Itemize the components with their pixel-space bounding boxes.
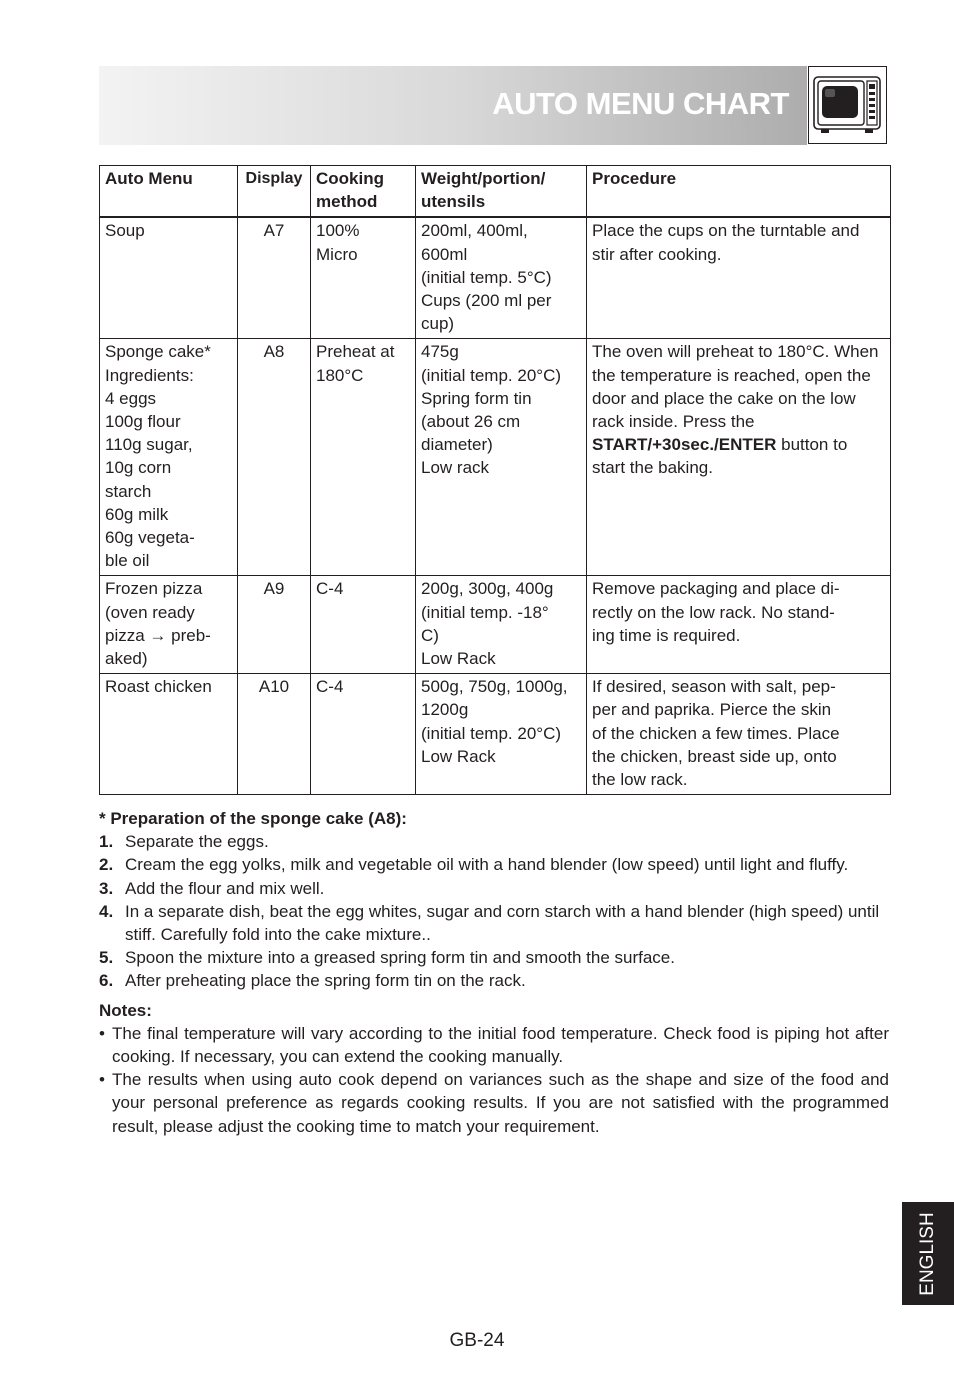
menu-cell: Sponge cake* Ingredients: 4 eggs 100g flour 110g sugar, 10g corn starch 60g milk 60g vegeta- ble oil bbox=[100, 339, 238, 576]
step-number: 6. bbox=[99, 971, 114, 991]
step-number: 1. bbox=[99, 832, 114, 852]
menu-cell: Soup bbox=[100, 217, 238, 339]
menu-cell: Frozen pizza (oven ready pizza → preb- aked) bbox=[100, 576, 238, 674]
list-item bbox=[99, 853, 889, 876]
language-tab bbox=[902, 1202, 954, 1305]
microwave-icon bbox=[808, 66, 887, 144]
step-text: In a separate dish, beat the egg whites, sugar and corn starch with a hand blender (high speed) until stiff. Carefully fold into the cake mixture.. bbox=[125, 901, 880, 945]
step-number: 2. bbox=[99, 855, 114, 875]
preparation-title: * Preparation of the sponge cake (A8): bbox=[99, 809, 407, 828]
header-cooking-method: Cooking method bbox=[311, 166, 416, 218]
weight-cell: 200g, 300g, 400g (initial temp. -18° C) Low Rack bbox=[416, 576, 587, 674]
table-row bbox=[100, 217, 891, 339]
header-display: Display bbox=[238, 166, 311, 218]
note-text: The results when using auto cook depend on variances such as the shape and size of the food and your personal preference as regards cooking results. If you are not satisfied with the programmed result, please adjust the cooking time to match your requirement. bbox=[112, 1070, 889, 1136]
display-cell: A7 bbox=[238, 217, 311, 339]
header-auto-menu: Auto Menu bbox=[100, 166, 238, 218]
display-cell: A8 bbox=[238, 339, 311, 576]
step-text: Cream the egg yolks, milk and vegetable oil with a hand blender (low speed) until light and fluffy. bbox=[125, 855, 849, 875]
page-title: AUTO MENU CHART bbox=[492, 86, 789, 121]
table-header-row bbox=[100, 166, 891, 218]
bullet-icon: • bbox=[99, 1070, 105, 1090]
procedure-cell bbox=[587, 339, 891, 576]
section-header bbox=[99, 66, 807, 145]
preparation-section bbox=[99, 807, 889, 1138]
bullet-icon: • bbox=[99, 1023, 105, 1043]
menu-cell: Roast chicken bbox=[100, 674, 238, 795]
page-number: GB-24 bbox=[449, 1330, 505, 1351]
method-cell: C-4 bbox=[311, 576, 416, 674]
procedure-cell: Remove packaging and place di- rectly on the low rack. No stand- ing time is required. bbox=[587, 576, 891, 674]
step-text: Separate the eggs. bbox=[125, 832, 269, 852]
weight-cell: 200ml, 400ml, 600ml (initial temp. 5°C) Cups (200 ml per cup) bbox=[416, 217, 587, 339]
weight-cell: 475g (initial temp. 20°C) Spring form tin (about 26 cm diameter) Low rack bbox=[416, 339, 587, 576]
step-text: Add the flour and mix well. bbox=[125, 878, 325, 898]
auto-menu-table bbox=[99, 165, 891, 795]
step-number: 4. bbox=[99, 901, 114, 921]
notes-title: Notes: bbox=[99, 1000, 152, 1020]
display-cell: A9 bbox=[238, 576, 311, 674]
procedure-text: button to start the baking. bbox=[592, 435, 848, 478]
table-row bbox=[100, 339, 891, 576]
list-item bbox=[99, 900, 889, 946]
table-row bbox=[100, 674, 891, 795]
list-item bbox=[99, 946, 889, 969]
display-cell: A10 bbox=[238, 674, 311, 795]
method-cell: C-4 bbox=[311, 674, 416, 795]
procedure-cell: If desired, season with salt, pep- per and paprika. Pierce the skin of the chicken a few times. Place the chicken, breast side up, onto the low rack. bbox=[587, 674, 891, 795]
start-button-label: START/+30sec./ENTER bbox=[592, 435, 777, 455]
weight-cell: 500g, 750g, 1000g, 1200g (initial temp. 20°C) Low Rack bbox=[416, 674, 587, 795]
procedure-cell: Place the cups on the turntable and stir after cooking. bbox=[587, 217, 891, 339]
list-item bbox=[99, 1068, 889, 1138]
step-number: 5. bbox=[99, 948, 114, 968]
list-item bbox=[99, 1022, 889, 1068]
language-label: ENGLISH bbox=[917, 1211, 938, 1296]
method-cell: 100% Micro bbox=[311, 217, 416, 339]
header-weight: Weight/portion/ utensils bbox=[416, 166, 587, 218]
step-text: Spoon the mixture into a greased spring form tin and smooth the surface. bbox=[125, 948, 675, 968]
procedure-text: The oven will preheat to 180°C. When the temperature is reached, open the door and place the cake on the low rack inside. Press the bbox=[592, 342, 879, 432]
method-cell: Preheat at 180°C bbox=[311, 339, 416, 576]
header-procedure: Procedure bbox=[587, 166, 891, 218]
table-row bbox=[100, 576, 891, 674]
list-item bbox=[99, 830, 889, 853]
step-number: 3. bbox=[99, 878, 114, 898]
note-text: The final temperature will vary according to the initial food temperature. Check food is piping hot after cooking. If necessary, you can extend the cooking manually. bbox=[112, 1023, 889, 1067]
step-text: After preheating place the spring form tin on the rack. bbox=[125, 971, 526, 991]
list-item bbox=[99, 969, 889, 992]
list-item bbox=[99, 877, 889, 900]
